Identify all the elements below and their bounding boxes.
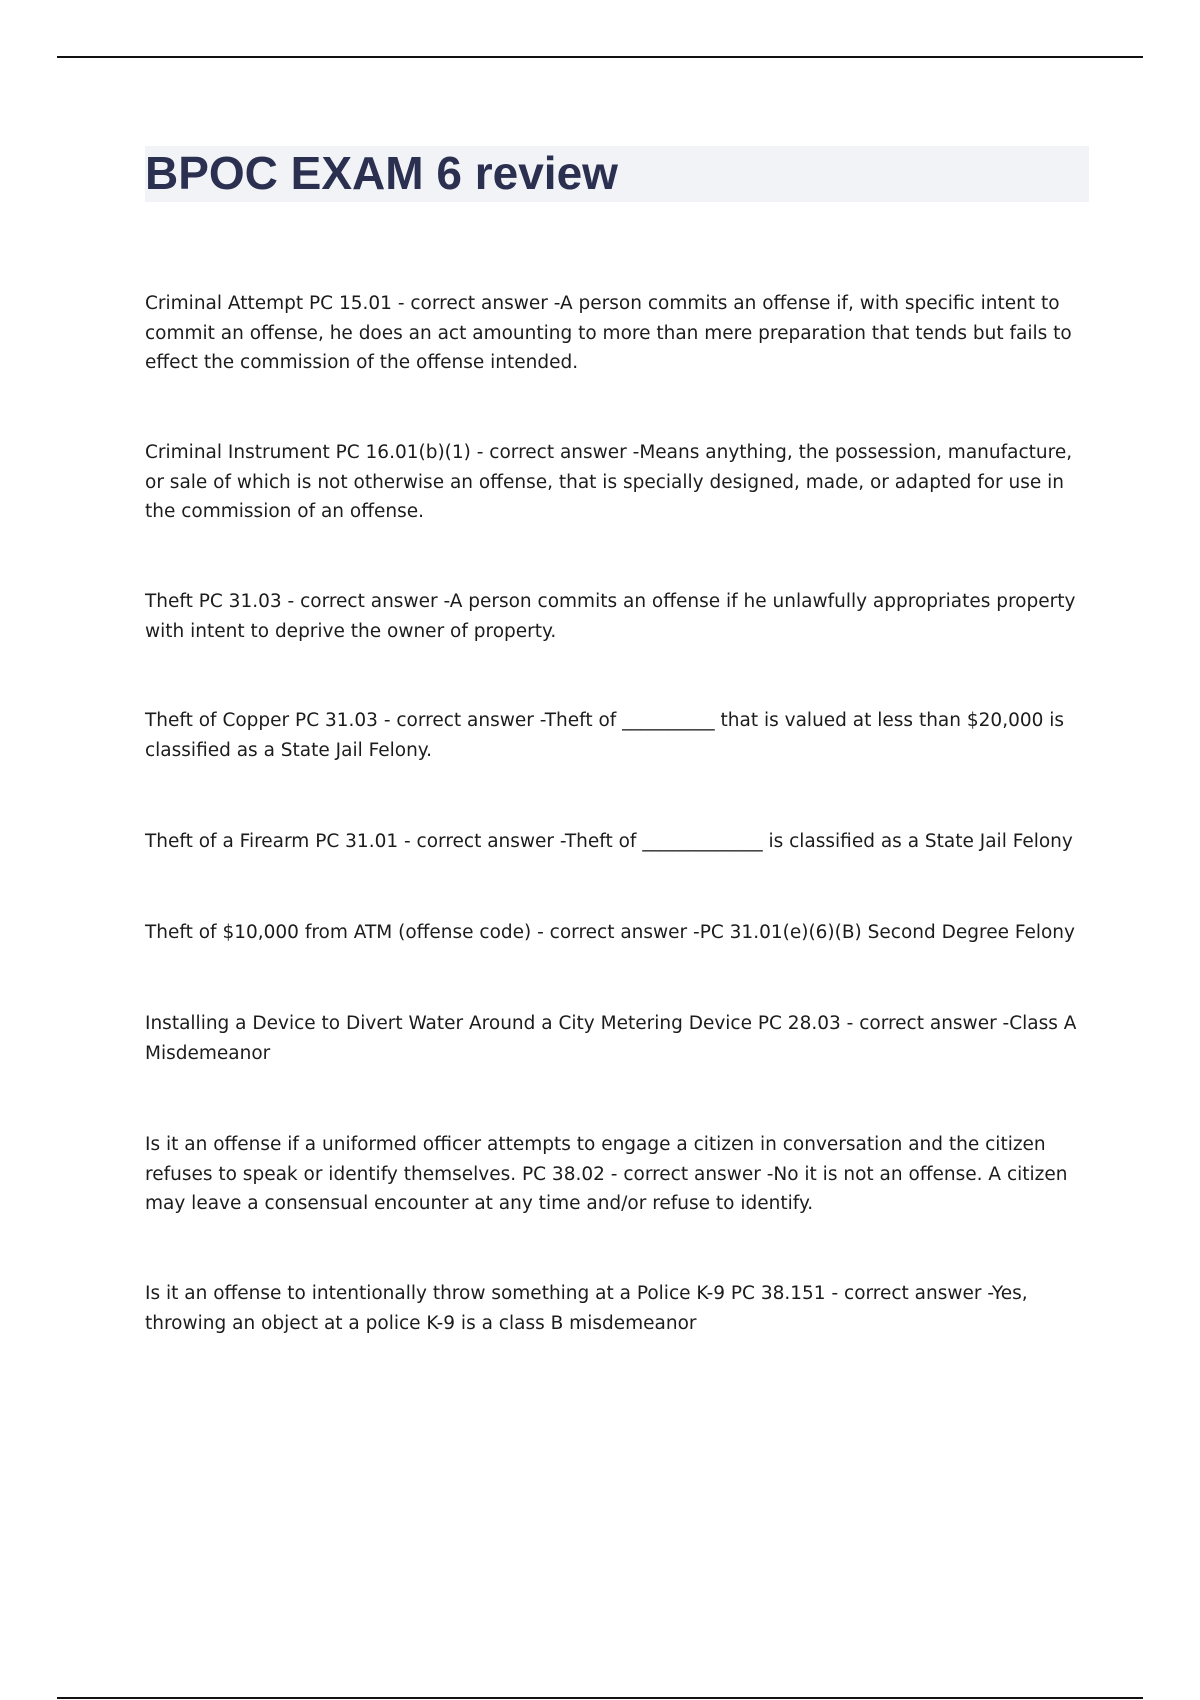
qa-item: Theft PC 31.03 - correct answer -A person commits an offense if he unlawfully appropriates property with intent to deprive the owner of property.: [145, 591, 1076, 642]
footer-rule: [57, 1697, 1143, 1699]
qa-item: Installing a Device to Divert Water Around a City Metering Device PC 28.03 - correct answer -Class A Misdemeanor: [145, 1013, 1077, 1064]
qa-item: Is it an offense to intentionally throw something at a Police K-9 PC 38.151 - correct answer -Yes, throwing an object at a police K-9 is a class B misdemeanor: [145, 1283, 1028, 1334]
qa-item: Criminal Instrument PC 16.01(b)(1) - correct answer -Means anything, the possession, manufacture, or sale of which is not otherwise an offense, that is specially designed, made, or adapted for use in the commission of an offense.: [145, 442, 1073, 522]
qa-item: Theft of Copper PC 31.03 - correct answer -Theft of __________ that is valued at less than $20,000 is classified as a State Jail Felony.: [145, 710, 1065, 761]
qa-item: Theft of a Firearm PC 31.01 - correct answer -Theft of _____________ is classified as a State Jail Felony: [145, 831, 1073, 852]
qa-item: Theft of $10,000 from ATM (offense code) - correct answer -PC 31.01(e)(6)(B) Second Degree Felony: [145, 922, 1075, 943]
qa-item: Criminal Attempt PC 15.01 - correct answer -A person commits an offense if, with specific intent to commit an offense, he does an act amounting to more than mere preparation that tends but fails to effect the commission of the offense intended.: [145, 293, 1072, 373]
header-rule: [57, 56, 1143, 58]
page-title: BPOC EXAM 6 review: [145, 147, 618, 199]
qa-item: Is it an offense if a uniformed officer attempts to engage a citizen in conversation and the citizen refuses to speak or identify themselves. PC 38.02 - correct answer -No it is not an offense. A citizen may leave a consensual encounter at any time and/or refuse to identify.: [145, 1134, 1068, 1214]
